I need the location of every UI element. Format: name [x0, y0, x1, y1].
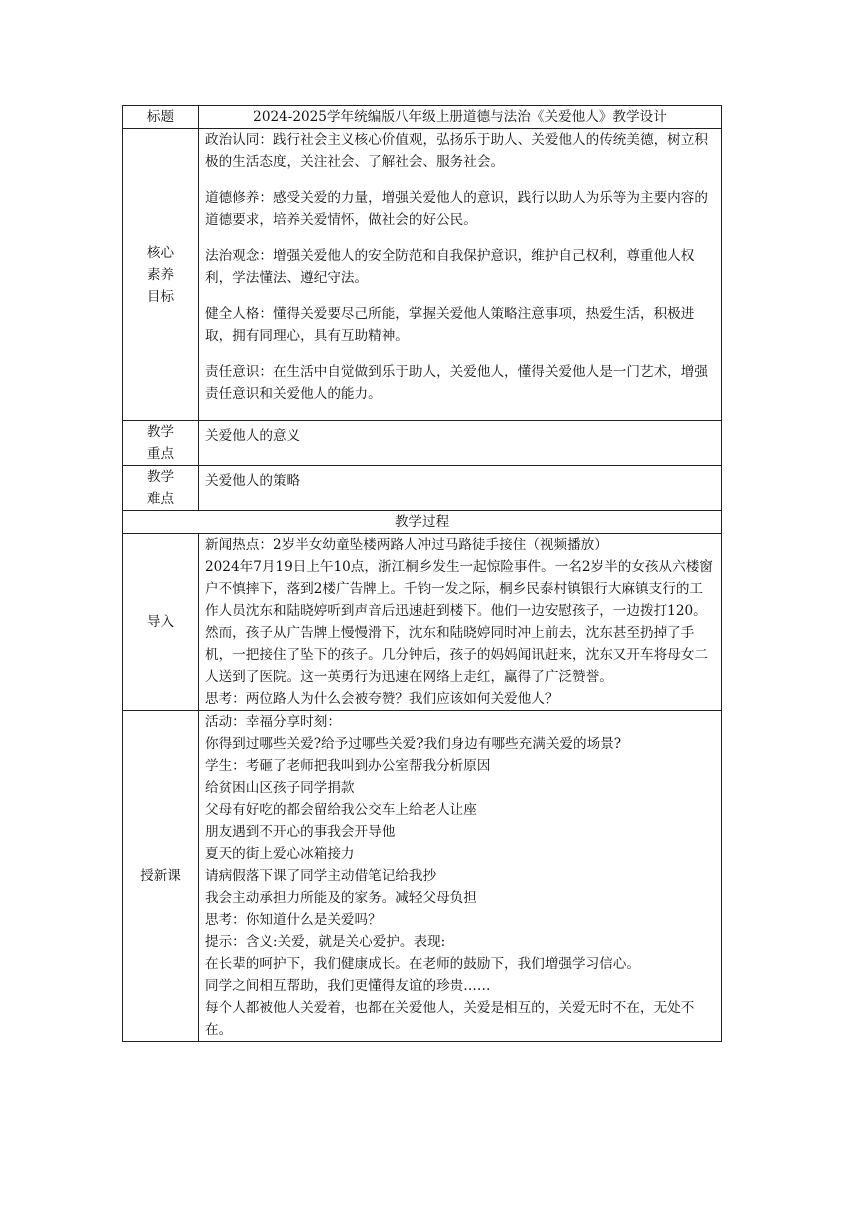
new-lesson-line: 你得到过哪些关爱?给予过哪些关爱?我们身边有哪些充满关爱的场景?: [205, 736, 622, 752]
new-lesson-line: 每个人都被他人关爱着，也都在关爱他人，关爱是相互的，关爱无时不在，无处不在。: [205, 1000, 695, 1038]
goal-personality: 健全人格：懂得关爱要尽己所能，掌握关爱他人策略注意事项，热爱生活，积极进取，拥有同理心，具有互助精神。: [205, 306, 695, 344]
goal-responsibility: 责任意识：在生活中自觉做到乐于助人，关爱他人，懂得关爱他人是一门艺术，增强责任意识和关爱他人的能力。: [205, 364, 708, 402]
new-lesson-line: 在长辈的呵护下，我们健康成长。在老师的鼓励下，我们增强学习信心。: [205, 956, 640, 972]
new-lesson-line: 请病假落下课了同学主动借笔记给我抄: [205, 868, 437, 884]
new-lesson-line: 同学之间相互帮助，我们更懂得友谊的珍贵……: [205, 978, 491, 994]
difficult-point-row: [123, 466, 722, 511]
intro-news-body: 2024年7月19日上午10点，浙江桐乡发生一起惊险事件。一名2岁半的女孩从六楼窗户不慎摔下，落到2楼广告牌上。千钧一发之际，桐乡民泰村镇银行大麻镇支行的工作人员沈东和陆晓婷听到声音后迅速赶到楼下。他们一边安慰孩子，一边拨打120。然而，孩子从广告牌上慢慢滑下，沈东和陆晓婷同时冲上前去，沈东甚至扔掉了手机，一把接住了坠下的孩子。几分钟后，孩子的妈妈闻讯赶来，沈东又开车将母女二人送到了医院。这一英勇行为迅速在网络上走红，赢得了广泛赞誉。: [205, 559, 713, 685]
new-lesson-line: 提示：含义:关爱，就是关心爱护。表现:: [205, 934, 446, 950]
new-lesson-line: 思考：你知道什么是关爱吗？: [205, 912, 382, 928]
new-lesson-content: [199, 711, 722, 1042]
new-lesson-line: 学生：考砸了老师把我叫到办公室帮我分析原因: [205, 758, 491, 774]
difficult-point-label-line: 教学: [146, 469, 175, 485]
new-lesson-row: [123, 711, 722, 1042]
title-label: 标题: [123, 106, 199, 129]
new-lesson-line: 父母有好吃的都会留给我公交车上给老人让座: [205, 802, 477, 818]
core-literacy-label-line: 目标: [146, 288, 175, 305]
process-header-row: [123, 511, 722, 534]
new-lesson-line: 给贫困山区孩子同学捐款: [205, 780, 355, 796]
core-literacy-label: [123, 129, 199, 421]
difficult-point-label-line: 难点: [146, 491, 175, 507]
goal-moral: 道德修养：感受关爱的力量，增强关爱他人的意识，践行以助人为乐等为主要内容的道德要求，培养关爱情怀，做社会的好公民。: [205, 190, 708, 228]
key-point-row: [123, 421, 722, 466]
difficult-point-value: 关爱他人的策略: [199, 466, 722, 511]
new-lesson-line: 夏天的街上爱心冰箱接力: [205, 846, 355, 862]
core-literacy-row: [123, 129, 722, 421]
intro-row: [123, 534, 722, 711]
core-literacy-label-line: 素养: [146, 266, 175, 283]
difficult-point-label: [123, 466, 199, 511]
intro-label: 导入: [123, 534, 199, 711]
goal-political: 政治认同：践行社会主义核心价值观，弘扬乐于助人、关爱他人的传统美德，树立积极的生活态度，关注社会、了解社会、服务社会。: [205, 132, 708, 170]
key-point-label: [123, 421, 199, 466]
core-literacy-label-line: 核心: [146, 244, 175, 261]
title-row: [123, 106, 722, 129]
new-lesson-line: 朋友遇到不开心的事我会开导他: [205, 824, 396, 840]
title-value: 2024-2025学年统编版八年级上册道德与法治《关爱他人》教学设计: [199, 106, 722, 129]
core-literacy-content: [199, 129, 722, 421]
new-lesson-line: 我会主动承担力所能及的家务。减轻父母负担: [205, 890, 477, 906]
key-point-value: 关爱他人的意义: [199, 421, 722, 466]
lesson-plan-table: [122, 105, 722, 1042]
new-lesson-line: 活动：幸福分享时刻：: [205, 714, 341, 730]
key-point-label-line: 重点: [146, 446, 175, 462]
goal-legal: 法治观念：增强关爱他人的安全防范和自我保护意识，维护自己权利，尊重他人权利，学法懂法、遵纪守法。: [205, 248, 695, 286]
intro-content: [199, 534, 722, 711]
intro-news-headline: 新闻热点：2岁半女幼童坠楼两路人冲过马路徒手接住（视频播放）: [205, 537, 608, 553]
key-point-label-line: 教学: [146, 424, 175, 440]
new-lesson-label: 授新课: [123, 711, 199, 1042]
intro-question: 思考：两位路人为什么会被夸赞？我们应该如何关爱他人？: [205, 691, 559, 707]
process-header: 教学过程: [123, 511, 722, 534]
